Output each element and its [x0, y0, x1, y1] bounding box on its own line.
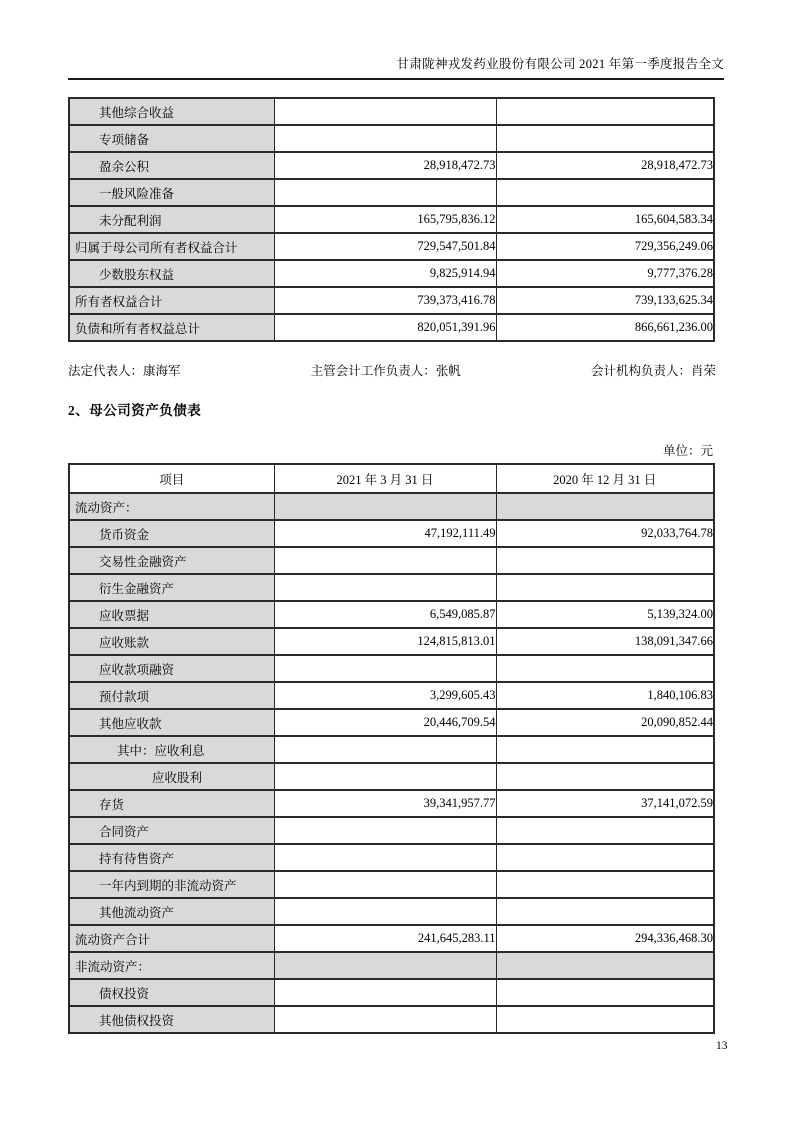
table-row	[69, 1006, 714, 1033]
value-cell-current	[274, 655, 496, 682]
table-row	[69, 260, 714, 287]
table-row	[69, 152, 714, 179]
value-cell-prior: 37,141,072.59	[496, 790, 714, 817]
value-cell-current	[274, 952, 496, 979]
value-cell-current: 729,547,501.84	[274, 233, 496, 260]
table-row	[69, 817, 714, 844]
value-cell-prior	[496, 736, 714, 763]
value-cell-prior	[496, 655, 714, 682]
row-label-cell: 流动资产合计	[69, 925, 274, 952]
value-cell-prior: 729,356,249.06	[496, 233, 714, 260]
value-cell-current	[274, 493, 496, 520]
row-label-cell: 盈余公积	[69, 152, 274, 179]
table-row	[69, 871, 714, 898]
row-label-cell: 其他债权投资	[69, 1006, 274, 1033]
table-row	[69, 206, 714, 233]
row-label-cell: 货币资金	[69, 520, 274, 547]
row-label-cell: 其中：应收利息	[69, 736, 274, 763]
value-cell-prior	[496, 98, 714, 125]
value-cell-prior: 92,033,764.78	[496, 520, 714, 547]
equity-table-body	[69, 98, 714, 341]
value-cell-current	[274, 871, 496, 898]
row-label-cell: 存货	[69, 790, 274, 817]
balance-table-header	[69, 464, 714, 493]
table-row	[69, 179, 714, 206]
section-title: 2、母公司资产负债表	[68, 403, 202, 418]
table-row	[69, 628, 714, 655]
value-cell-current	[274, 844, 496, 871]
value-cell-current: 20,446,709.54	[274, 709, 496, 736]
table-header-row	[69, 464, 714, 493]
value-cell-current: 820,051,391.96	[274, 314, 496, 341]
table-row	[69, 952, 714, 979]
table-row	[69, 547, 714, 574]
header-date-2020-column: 2020 年 12 月 31 日	[496, 464, 714, 493]
row-label-cell: 其他流动资产	[69, 898, 274, 925]
value-cell-current: 39,341,957.77	[274, 790, 496, 817]
value-cell-current	[274, 179, 496, 206]
value-cell-current: 124,815,813.01	[274, 628, 496, 655]
value-cell-prior	[496, 493, 714, 520]
value-cell-prior	[496, 979, 714, 1006]
row-label-cell: 债权投资	[69, 979, 274, 1006]
row-label-cell: 预付款项	[69, 682, 274, 709]
row-label-cell: 流动资产：	[69, 493, 274, 520]
value-cell-current: 241,645,283.11	[274, 925, 496, 952]
value-cell-current	[274, 763, 496, 790]
document-header-title: 甘肃陇神戎发药业股份有限公司 2021 年第一季度报告全文	[68, 54, 724, 80]
unit-label: 单位：元	[662, 444, 713, 458]
value-cell-current: 28,918,472.73	[274, 152, 496, 179]
table-row	[69, 314, 714, 341]
table-row	[69, 287, 714, 314]
value-cell-current: 47,192,111.49	[274, 520, 496, 547]
chief-accountant-text: 主管会计工作负责人：张帆	[310, 364, 461, 378]
value-cell-current	[274, 736, 496, 763]
balance-table-body	[69, 493, 714, 1033]
row-label-cell: 衍生金融资产	[69, 574, 274, 601]
balance-sheet-section	[68, 463, 715, 1034]
value-cell-prior: 138,091,347.66	[496, 628, 714, 655]
value-cell-prior	[496, 1006, 714, 1033]
row-label-cell: 应收股利	[69, 763, 274, 790]
signature-line	[68, 361, 716, 379]
row-label-cell: 负债和所有者权益总计	[69, 314, 274, 341]
value-cell-prior	[496, 547, 714, 574]
table-row	[69, 736, 714, 763]
value-cell-prior: 165,604,583.34	[496, 206, 714, 233]
table-row	[69, 601, 714, 628]
value-cell-current	[274, 1006, 496, 1033]
row-label-cell: 交易性金融资产	[69, 547, 274, 574]
table-row	[69, 898, 714, 925]
table-row	[69, 844, 714, 871]
row-label-cell: 专项储备	[69, 125, 274, 152]
row-label-cell: 其他综合收益	[69, 98, 274, 125]
row-label-cell: 未分配利润	[69, 206, 274, 233]
row-label-cell: 所有者权益合计	[69, 287, 274, 314]
page-number: 13	[716, 1040, 728, 1052]
row-label-cell: 持有待售资产	[69, 844, 274, 871]
row-label-cell: 非流动资产：	[69, 952, 274, 979]
value-cell-current	[274, 898, 496, 925]
row-label-cell: 一般风险准备	[69, 179, 274, 206]
value-cell-prior	[496, 125, 714, 152]
value-cell-prior: 9,777,376.28	[496, 260, 714, 287]
value-cell-prior	[496, 817, 714, 844]
value-cell-current	[274, 979, 496, 1006]
equity-table-section	[68, 97, 715, 342]
value-cell-prior: 28,918,472.73	[496, 152, 714, 179]
table-row	[69, 98, 714, 125]
table-row	[69, 763, 714, 790]
value-cell-prior	[496, 179, 714, 206]
table-row	[69, 925, 714, 952]
value-cell-prior	[496, 844, 714, 871]
value-cell-current	[274, 125, 496, 152]
value-cell-prior: 5,139,324.00	[496, 601, 714, 628]
equity-table	[68, 97, 715, 342]
row-label-cell: 一年内到期的非流动资产	[69, 871, 274, 898]
header-date-2021-column: 2021 年 3 月 31 日	[274, 464, 496, 493]
table-row	[69, 493, 714, 520]
table-row	[69, 233, 714, 260]
row-label-cell: 合同资产	[69, 817, 274, 844]
value-cell-current	[274, 547, 496, 574]
header-item-column: 项目	[69, 464, 274, 493]
value-cell-prior: 866,661,236.00	[496, 314, 714, 341]
value-cell-current	[274, 574, 496, 601]
value-cell-prior	[496, 898, 714, 925]
value-cell-prior	[496, 871, 714, 898]
table-row	[69, 790, 714, 817]
value-cell-prior	[496, 952, 714, 979]
table-row	[69, 979, 714, 1006]
value-cell-prior	[496, 763, 714, 790]
table-row	[69, 709, 714, 736]
value-cell-prior: 294,336,468.30	[496, 925, 714, 952]
table-row	[69, 574, 714, 601]
table-row	[69, 125, 714, 152]
value-cell-prior: 20,090,852.44	[496, 709, 714, 736]
value-cell-prior	[496, 574, 714, 601]
table-row	[69, 682, 714, 709]
value-cell-current	[274, 817, 496, 844]
row-label-cell: 少数股东权益	[69, 260, 274, 287]
row-label-cell: 应收票据	[69, 601, 274, 628]
accounting-head-text: 会计机构负责人：肖荣	[590, 364, 716, 378]
value-cell-current: 3,299,605.43	[274, 682, 496, 709]
value-cell-current: 165,795,836.12	[274, 206, 496, 233]
row-label-cell: 应收账款	[69, 628, 274, 655]
value-cell-prior: 1,840,106.83	[496, 682, 714, 709]
row-label-cell: 应收款项融资	[69, 655, 274, 682]
row-label-cell: 归属于母公司所有者权益合计	[69, 233, 274, 260]
legal-representative-text: 法定代表人：康海军	[68, 364, 181, 378]
row-label-cell: 其他应收款	[69, 709, 274, 736]
value-cell-current: 9,825,914.94	[274, 260, 496, 287]
value-cell-current: 6,549,085.87	[274, 601, 496, 628]
parent-balance-sheet-table	[68, 463, 715, 1034]
value-cell-prior: 739,133,625.34	[496, 287, 714, 314]
table-row	[69, 520, 714, 547]
value-cell-current	[274, 98, 496, 125]
value-cell-current: 739,373,416.78	[274, 287, 496, 314]
table-row	[69, 655, 714, 682]
